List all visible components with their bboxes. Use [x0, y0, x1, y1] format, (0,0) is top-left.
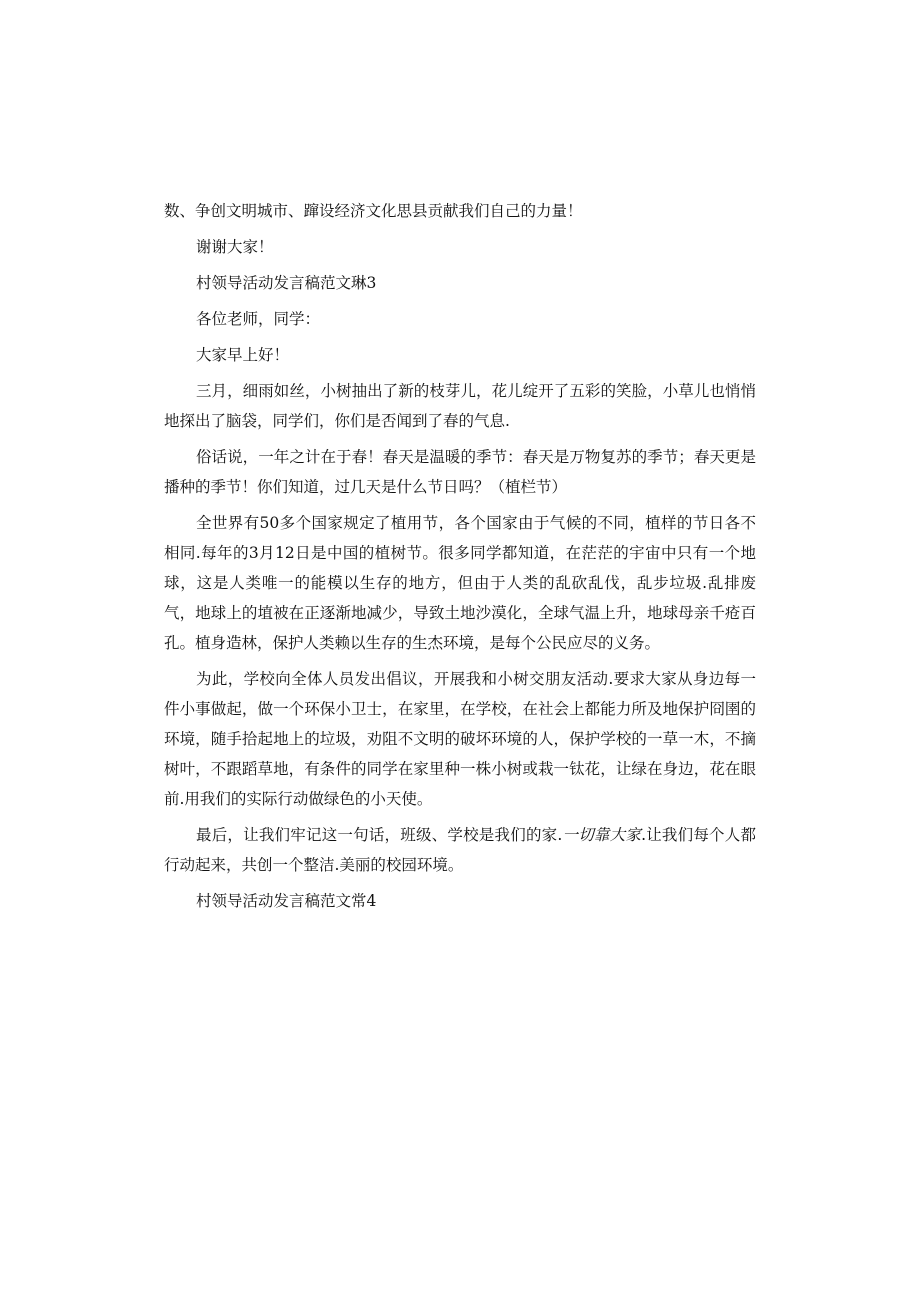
paragraph: 全世界有50多个国家规定了植用节，各个国家由于气候的不同，植样的节日各不相同.每年的3月12日是中国的植树节。很多同学都知道，在茫茫的宇宙中只有一个地球，这是人类唯一的能模以生存的地方，但由于人类的乱砍乱伐，乱步垃圾.乱排废气，地球上的埴被在正逐渐地减少，导致土地沙漠化，全球气温上升，地球母亲千疮百孔。植身造林，保护人类赖以生存的生杰环境，是每个公民应尽的义务。 — [164, 514, 756, 652]
paragraph-text: .让我们每个人都行动起来，共创一个整洁.美丽的校园环境。 — [164, 826, 756, 874]
section-heading-3: 村领导活动发言稿范文琳3 — [196, 274, 377, 292]
paragraph-text: 最后，让我们牢记这一句话，班级、学校是我们的家. — [196, 826, 563, 844]
section-heading-4: 村领导活动发言稿范文常4 — [196, 892, 377, 910]
greeting: 大家早上好！ — [196, 346, 290, 364]
paragraph: 俗话说，一年之计在于春！春天是温暖的季节：春天是万物复苏的季节；春天更是播种的季节！你们知道，过几天是什么节日吗？（植栏节） — [164, 448, 756, 496]
salutation: 各位老师，同学： — [196, 310, 321, 328]
closing-thanks: 谢谢大家！ — [196, 238, 274, 256]
emphasis-text: 一切靠大家 — [562, 826, 642, 844]
paragraph: 数、争创文明城市、蹿设经济文化思县贡献我们自己的力量！ — [164, 202, 583, 220]
paragraph: 三月，细雨如丝，小树抽出了新的枝芽儿，花儿绽开了五彩的笑脸，小草儿也悄悄地探出了脑袋，同学们，你们是否闻到了春的气息. — [164, 382, 756, 430]
paragraph — [164, 820, 756, 880]
document-body — [164, 196, 756, 922]
paragraph: 为此，学校向全体人员发出倡议，开展我和小树交朋友活动.要求大家从身边每一件小事做起，做一个环保小卫士，在家里，在学校，在社会上都能力所及地保护冏圉的环境，随手拾起地上的垃圾，劝阻不文明的破坏环境的人，保护学校的一草一木，不摘树叶，不跟蹈草地，有条件的同学在家里种一株小树或栽一钛花，让绿在身边，花在眼前.用我们的实际行动做绿色的小天使。 — [164, 670, 756, 808]
